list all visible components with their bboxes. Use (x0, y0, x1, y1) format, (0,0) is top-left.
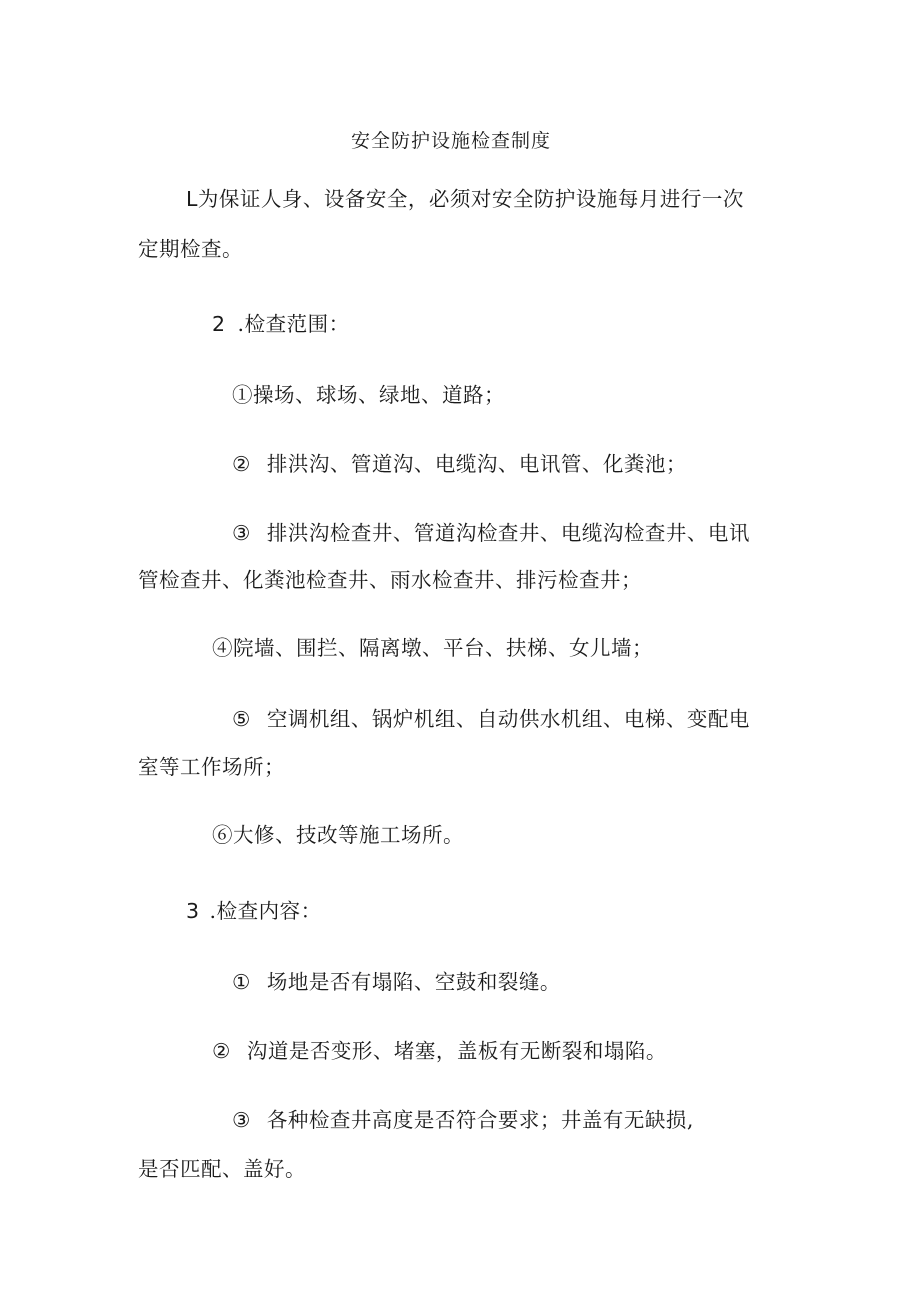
item-1-line-2: 定期检查。 (138, 237, 243, 261)
item-2-heading-text: .检查范围： (237, 312, 350, 336)
item-2-sub-2-text: 排洪沟、管道沟、电缆沟、电讯管、化粪池； (266, 452, 687, 476)
item-2-sub-3-line-1 (232, 521, 750, 545)
item-2-heading (212, 312, 350, 336)
item-2-sub-5-text: 空调机组、锅炉机组、自动供水机组、电梯、变配电 (266, 707, 750, 731)
item-3-sub-2-marker: ② (212, 1039, 231, 1063)
item-2-sub-2 (232, 452, 687, 476)
item-3-sub-3-text: 各种检查井高度是否符合要求；井盖有无缺损, (266, 1108, 694, 1132)
item-2-sub-6: ⑥大修、技改等施工场所。 (212, 823, 464, 847)
item-1-marker: L (186, 187, 198, 211)
item-3-sub-3-line-2: 是否匹配、盖好。 (138, 1157, 306, 1181)
item-3-sub-2-text: 沟道是否变形、堵塞，盖板有无断裂和塌陷。 (246, 1039, 667, 1063)
item-2-sub-5-line-2: 室等工作场所； (138, 755, 285, 779)
item-2-sub-1: ①操场、球场、绿地、道路； (232, 383, 505, 407)
item-3-heading-text: .检查内容： (209, 899, 322, 923)
item-2-sub-3-line-2: 管检查井、化粪池检查井、雨水检查井、排污检查井； (138, 568, 642, 592)
item-2-sub-3-text: 排洪沟检查井、管道沟检查井、电缆沟检查井、电讯 (266, 521, 750, 545)
item-1-line-1 (186, 187, 744, 211)
item-3-heading (186, 899, 322, 923)
item-3-sub-2 (212, 1039, 667, 1063)
item-2-marker: 2 (212, 312, 226, 336)
item-3-sub-3-line-1 (232, 1108, 694, 1132)
item-3-marker: 3 (186, 899, 200, 923)
item-3-sub-1-text: 场地是否有塌陷、空鼓和裂缝。 (266, 970, 561, 994)
item-2-sub-5-marker: ⑤ (232, 707, 251, 731)
item-3-sub-1 (232, 970, 561, 994)
item-2-sub-4: ④院墙、围拦、隔离墩、平台、扶梯、女儿墙； (212, 636, 653, 660)
item-3-sub-1-marker: ① (232, 970, 251, 994)
document-title: 安全防护设施检查制度 (351, 130, 552, 152)
item-2-sub-2-marker: ② (232, 452, 251, 476)
item-3-sub-3-marker: ③ (232, 1108, 251, 1132)
item-2-sub-3-marker: ③ (232, 521, 251, 545)
item-2-sub-5-line-1 (232, 707, 750, 731)
item-1-text: 为保证人身、设备安全，必须对安全防护设施每月进行一次 (197, 187, 744, 211)
